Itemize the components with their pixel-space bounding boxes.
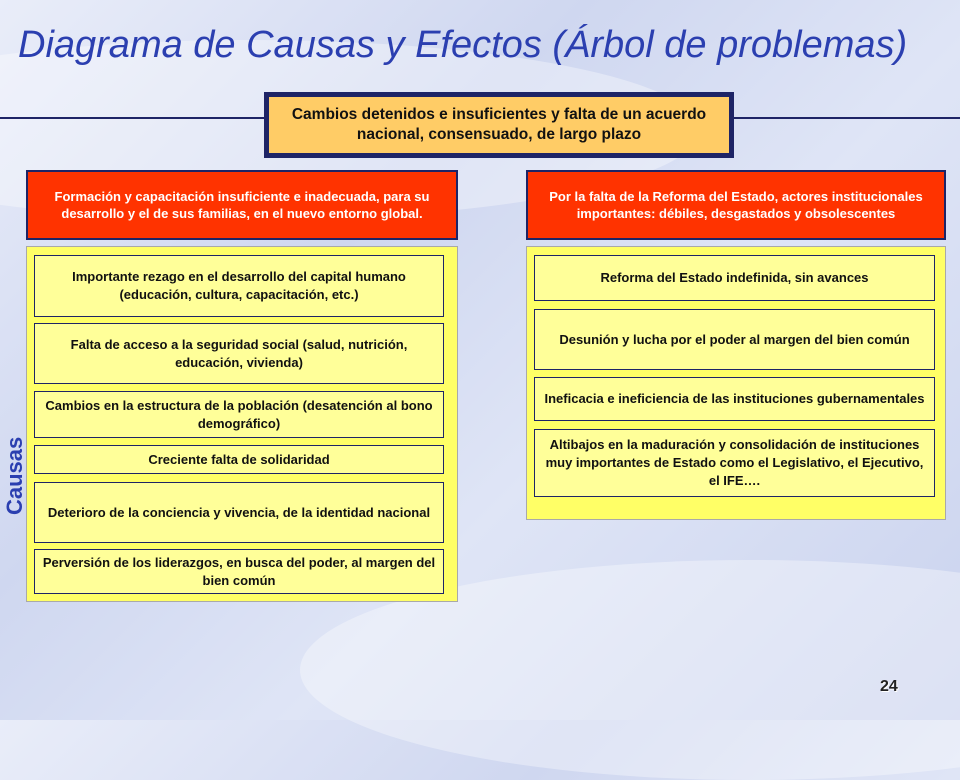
left-cause-heading: Formación y capacitación insuficiente e inadecuada, para su desarrollo y el de sus familias, en el nuevo entorno global. xyxy=(26,170,458,240)
cause-item: Perversión de los liderazgos, en busca del poder, al margen del bien común xyxy=(34,549,444,594)
effect-box: Cambios detenidos e insuficientes y falta de un acuerdo nacional, consensuado, de largo plazo xyxy=(264,92,734,158)
page-title: Diagrama de Causas y Efectos (Árbol de problemas) xyxy=(18,24,908,66)
cause-item: Cambios en la estructura de la población (desatención al bono demográfico) xyxy=(34,391,444,438)
causes-side-label: Causas xyxy=(2,436,27,515)
divider-line-right xyxy=(732,117,960,119)
cause-item: Deterioro de la conciencia y vivencia, de la identidad nacional xyxy=(34,482,444,543)
right-cause-panel xyxy=(526,246,946,520)
cause-item: Reforma del Estado indefinida, sin avances xyxy=(534,255,935,301)
cause-item: Desunión y lucha por el poder al margen del bien común xyxy=(534,309,935,370)
right-cause-heading: Por la falta de la Reforma del Estado, actores institucionales importantes: débiles, desgastados y obsolescentes xyxy=(526,170,946,240)
left-cause-panel xyxy=(26,246,458,602)
page-number: 24 xyxy=(880,678,898,695)
cause-item: Altibajos en la maduración y consolidación de instituciones muy importantes de Estado como el Legislativo, el Ejecutivo, el IFE…. xyxy=(534,429,935,497)
divider-line-left xyxy=(0,117,268,119)
cause-item: Falta de acceso a la seguridad social (salud, nutrición, educación, vivienda) xyxy=(34,323,444,384)
cause-item: Creciente falta de solidaridad xyxy=(34,445,444,474)
cause-item: Ineficacia e ineficiencia de las instituciones gubernamentales xyxy=(534,377,935,421)
cause-item: Importante rezago en el desarrollo del capital humano (educación, cultura, capacitación, etc.) xyxy=(34,255,444,317)
